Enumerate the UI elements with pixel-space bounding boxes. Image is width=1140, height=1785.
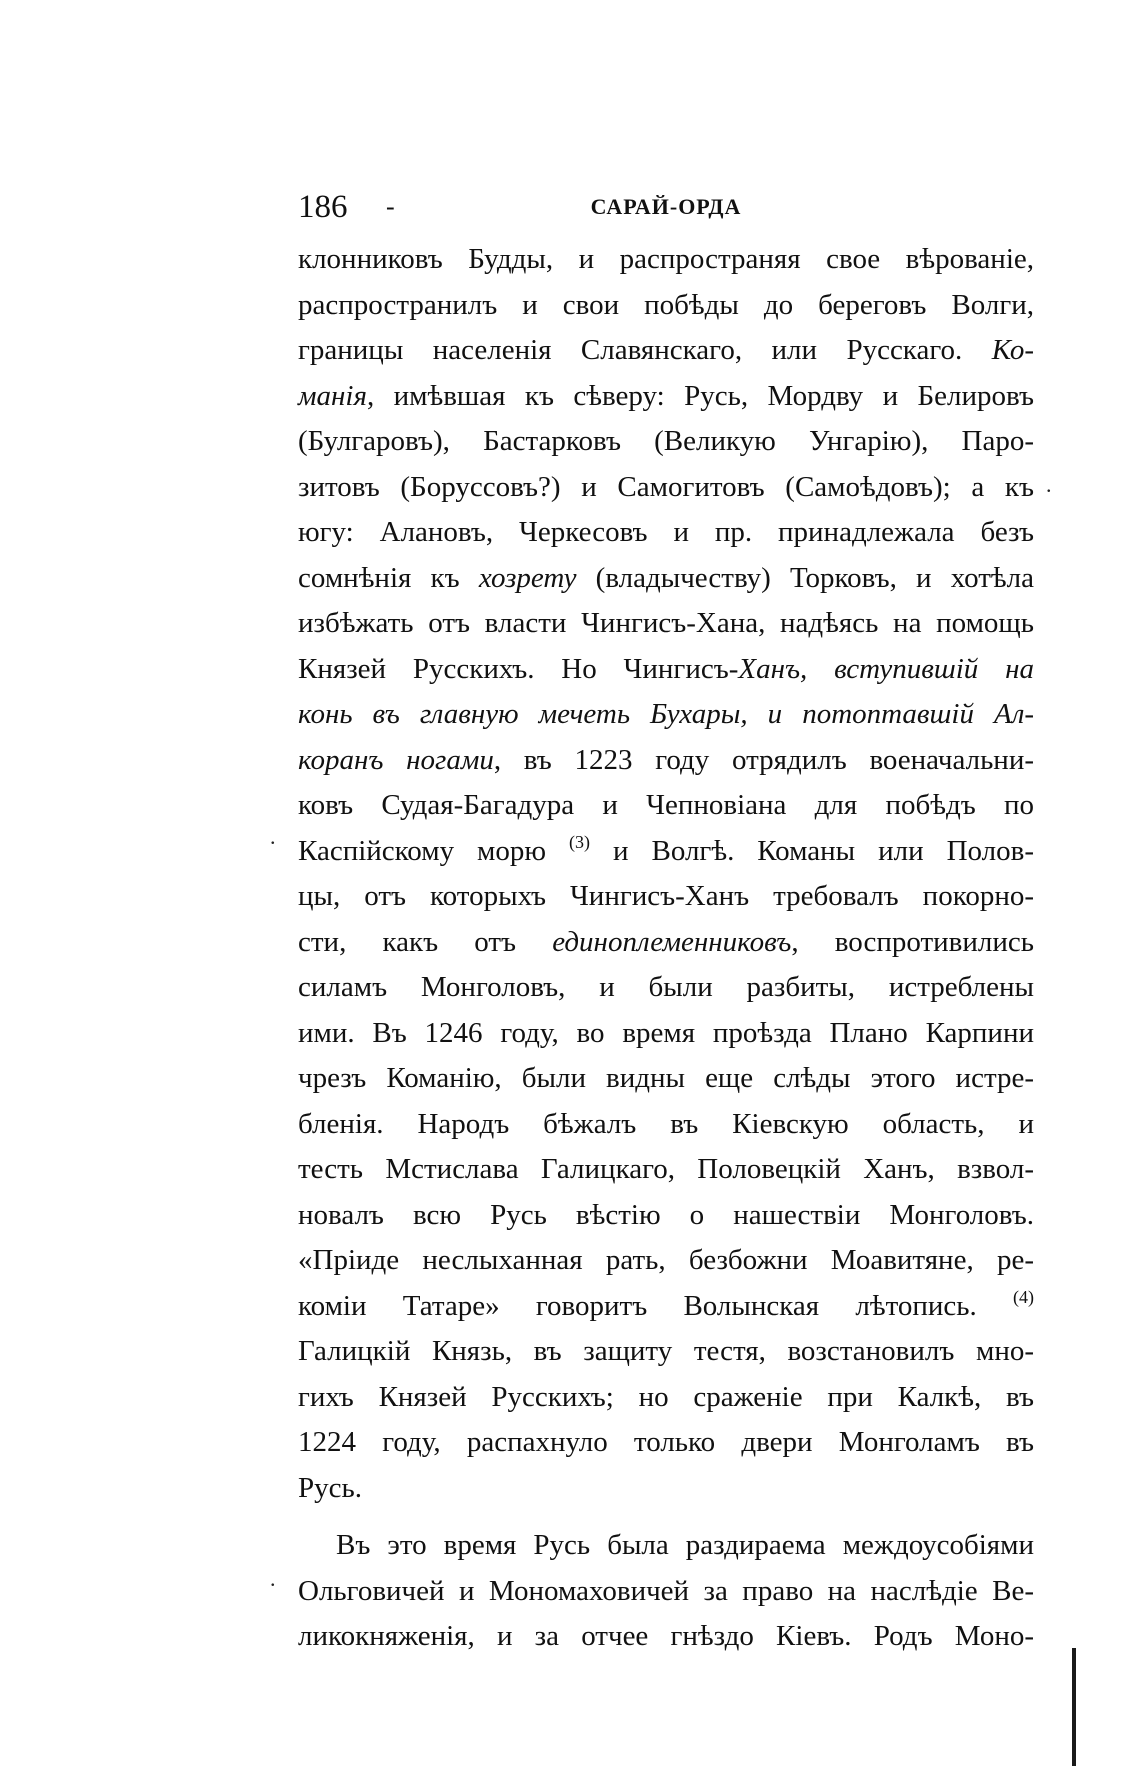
line-text: , имѣвшая къ сѣверу: Русь, Мордву и Белировъ: [366, 379, 1034, 412]
text-line: [298, 1238, 1034, 1284]
paragraph: [298, 1523, 1034, 1660]
text-line: [298, 1523, 1034, 1569]
text-line: [298, 874, 1034, 920]
line-text: бленія. Народъ бѣжалъ въ Кіевскую область, и: [298, 1107, 1034, 1140]
text-line: [298, 1466, 1034, 1512]
running-head: САРАЙ-ОРДА: [590, 194, 742, 219]
line-text: коміи Татаре» говоритъ Волынская лѣтопись.: [298, 1289, 1013, 1322]
page-header: [298, 185, 1034, 229]
line-text: Русь.: [298, 1471, 362, 1504]
line-text: избѣжать отъ власти Чингисъ-Хана, надѣясь на помощь: [298, 607, 1034, 639]
line-text: ими. Въ 1246 году, во время проѣзда Плано Карпини: [298, 1016, 1034, 1049]
text-line: [298, 1420, 1034, 1466]
line-text: и Волгѣ. Команы или Полов-: [590, 834, 1034, 867]
text-line: [298, 829, 1034, 875]
text-line: [298, 1614, 1034, 1660]
line-text: Каспійскому морю: [298, 834, 570, 867]
paragraph-gap: [298, 1511, 1034, 1523]
text-line: [298, 1147, 1034, 1193]
text-line: [298, 374, 1034, 420]
line-text: клонниковъ Будды, и распространяя свое вѣрованіе,: [298, 243, 1034, 275]
italic-text: конь въ главную мечеть Бухары, и потоптавшій Ал-: [298, 698, 1034, 730]
line-text: новалъ всю Русь вѣстію о нашествіи Монголовъ.: [298, 1198, 1034, 1231]
margin-dot: .: [1046, 472, 1052, 497]
paragraph: [298, 237, 1034, 1511]
line-text: , воспротивились: [791, 925, 1034, 958]
line-text: Въ это время Русь была раздираема междоусобіями: [336, 1529, 1034, 1561]
line-text: ликокняженія, и за отчее гнѣздо Кіевъ. Родъ Моно-: [298, 1620, 1034, 1652]
page-number: 186: [298, 189, 348, 225]
text-line: [298, 237, 1034, 283]
line-text: сти, какъ отъ: [298, 925, 553, 958]
text-line: [298, 283, 1034, 329]
line-text: югу: Алановъ, Черкесовъ и пр. принадлежала безъ: [298, 516, 1034, 548]
text-line: [298, 419, 1034, 465]
text-line: [298, 1569, 1034, 1615]
line-text: Князей Русскихъ. Но Чингисъ-: [298, 652, 739, 685]
line-text: чрезъ Команію, были видны еще слѣды этого истре-: [298, 1062, 1034, 1094]
text-line: [298, 1329, 1034, 1375]
line-text: силамъ Монголовъ, и были разбиты, истреблены: [298, 971, 1034, 1003]
line-text: (Булгаровъ), Бастарковъ (Великую Унгарію), Паро-: [298, 425, 1034, 457]
line-text: (владычеству) Торковъ, и хотѣла: [576, 561, 1035, 594]
text-line: [298, 1375, 1034, 1421]
footnote-marker: (3): [569, 831, 591, 852]
text-line: [298, 601, 1034, 647]
italic-text: коранъ ногами: [298, 743, 494, 776]
scan-edge-mark: [1072, 1648, 1076, 1766]
text-line: [298, 1284, 1034, 1330]
text-line: [298, 465, 1034, 511]
italic-text: манія: [298, 379, 367, 412]
line-text: Галицкій Князь, въ защиту тестя, возстановилъ мно-: [298, 1335, 1034, 1367]
line-text: зитовъ (Боруссовъ?) и Самогитовъ (Самоѣдовъ); а къ: [298, 470, 1034, 503]
text-line: [298, 1056, 1034, 1102]
text-line: [298, 647, 1034, 693]
body-text: [298, 237, 1034, 1660]
text-line: [298, 965, 1034, 1011]
margin-dot: .: [270, 824, 276, 849]
line-text: 1224 году, распахнуло только двери Монголамъ въ: [298, 1426, 1034, 1458]
text-line: [298, 783, 1034, 829]
text-line: [298, 328, 1034, 374]
line-text: тесть Мстислава Галицкаго, Половецкій Ханъ, взвол-: [298, 1153, 1034, 1185]
header-dash: -: [386, 192, 395, 221]
line-text: , въ 1223 году отрядилъ военачальни-: [493, 743, 1034, 776]
italic-text: Ханъ, вступившій на: [738, 652, 1034, 685]
line-text: цы, отъ которыхъ Чингисъ-Ханъ требовалъ покорно-: [298, 880, 1034, 912]
italic-text: хозрету: [478, 561, 577, 594]
line-text: «Пріиде неслыханная рать, безбожни Моавитяне, ре-: [298, 1244, 1034, 1276]
line-text: сомнѣнія къ: [298, 561, 479, 594]
line-text: Ольговичей и Мономаховичей за право на наслѣдіе Ве-: [298, 1574, 1034, 1607]
text-line: [298, 1193, 1034, 1239]
line-text: границы населенія Славянскаго, или Русскаго.: [298, 334, 992, 366]
text-line: [298, 510, 1034, 556]
italic-text: Ко-: [991, 334, 1034, 366]
text-line: [298, 1011, 1034, 1057]
text-line: [298, 556, 1034, 602]
text-line: [298, 1102, 1034, 1148]
text-line: [298, 738, 1034, 784]
margin-dot: .: [270, 1566, 276, 1591]
text-line: [298, 692, 1034, 738]
line-text: распространилъ и свои побѣды до береговъ Волги,: [298, 288, 1034, 321]
text-line: [298, 920, 1034, 966]
line-text: гихъ Князей Русскихъ; но сраженіе при Калкѣ, въ: [298, 1380, 1034, 1413]
italic-text: единоплеменниковъ: [552, 925, 792, 958]
line-text: ковъ Судая-Багадура и Чепновіана для побѣдъ по: [298, 789, 1034, 821]
footnote-marker: (4): [1013, 1286, 1034, 1307]
